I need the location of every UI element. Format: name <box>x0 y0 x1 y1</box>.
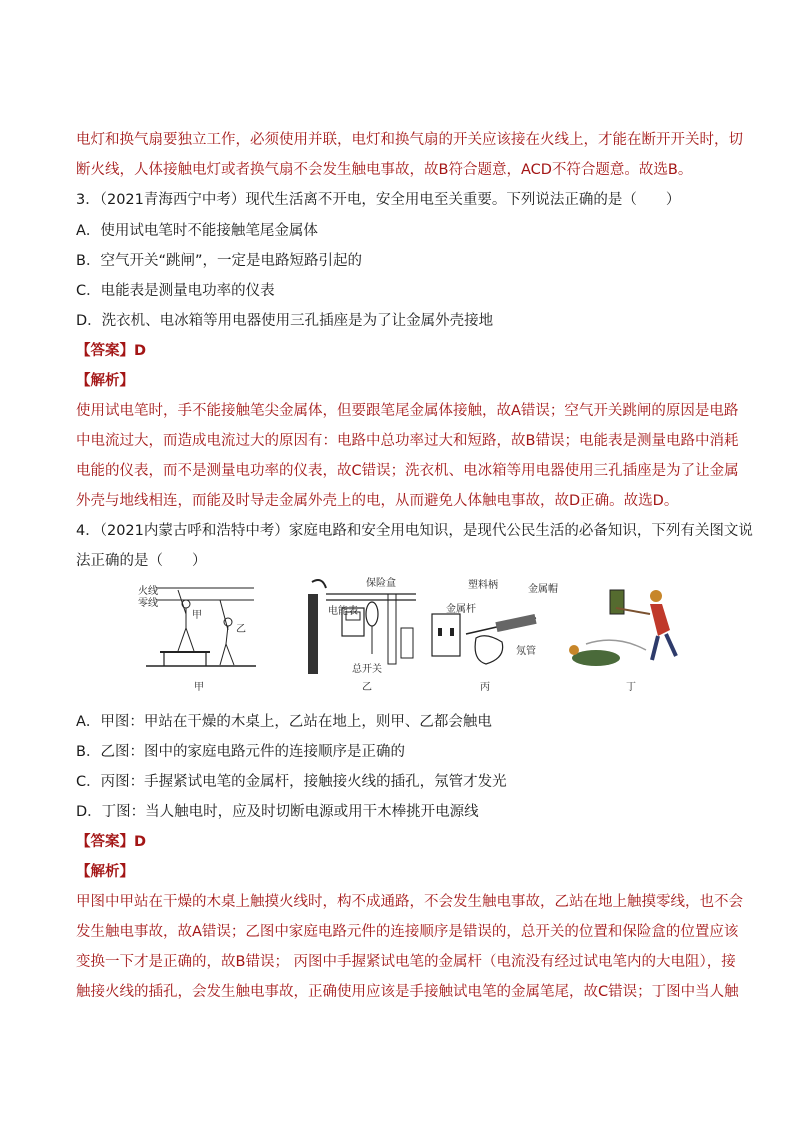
q3-analysis-line-3: 电能的仪表，而不是测量电功率的仪表，故C错误；洗衣机、电冰箱等用电器使用三孔插座是为了让金属 <box>76 463 739 479</box>
q4-figure-svg <box>116 574 696 692</box>
q3-option-b: B．空气开关“跳闸”，一定是电路短路引起的 <box>76 253 362 269</box>
q3-option-d: D．洗衣机、电冰箱等用电器使用三孔插座是为了让金属外壳接地 <box>76 313 494 329</box>
q3-stem: 3．（2021青海西宁中考）现代生活离不开电，安全用电至关重要。下列说法正确的是（ ） <box>76 192 681 208</box>
q4-figure <box>116 574 696 692</box>
label-neutral-wire: 零线 <box>138 598 158 609</box>
q4-analysis-line-1: 甲图中甲站在干燥的木桌上触摸火线时，构不成通路，不会发生触电事故，乙站在地上触摸零线，也不会 <box>76 894 743 910</box>
q3-analysis-line-2: 中电流过大，而造成电流过大的原因有：电路中总功率过大和短路，故B错误；电能表是测量电路中消耗 <box>76 433 739 449</box>
label-neon-tube: 氖管 <box>516 646 536 657</box>
q3-analysis-line-1: 使用试电笔时，手不能接触笔尖金属体，但要跟笔尾金属体接触，故A错误；空气开关跳闸的原因是电路 <box>76 403 739 419</box>
q3-option-a: A．使用试电笔时不能接触笔尾金属体 <box>76 223 318 239</box>
label-plastic-handle: 塑料柄 <box>468 580 498 591</box>
label-fuse-box: 保险盒 <box>366 578 396 589</box>
q4-answer: 【答案】D <box>76 834 147 850</box>
prev-explanation-line-1: 电灯和换气扇要独立工作，必须使用并联，电灯和换气扇的开关应该接在火线上，才能在断开开关时，切 <box>76 132 743 148</box>
q4-option-c: C．丙图：手握紧试电笔的金属杆，接触接火线的插孔，氖管才发光 <box>76 774 507 790</box>
figure-ding <box>569 590 676 666</box>
label-live-wire: 火线 <box>138 586 158 597</box>
caption-ding: 丁 <box>626 682 636 693</box>
label-energy-meter: 电能表 <box>328 606 358 617</box>
q3-analysis-tag: 【解析】 <box>76 373 134 389</box>
q4-analysis-tag: 【解析】 <box>76 864 134 880</box>
q4-analysis-line-3: 变换一下才是正确的，故B错误； 丙图中手握紧试电笔的金属杆（电流没有经过试电笔内的大电阻），接 <box>76 954 736 970</box>
label-person-yi: 乙 <box>236 624 246 635</box>
q4-analysis-line-2: 发生触电事故，故A错误；乙图中家庭电路元件的连接顺序是错误的，总开关的位置和保险盒的位置应该 <box>76 924 739 940</box>
q4-analysis-line-4: 触接火线的插孔，会发生触电事故，正确使用应该是手接触试电笔的金属笔尾，故C错误；丁图中当人触 <box>76 984 739 1000</box>
label-main-switch: 总开关 <box>352 664 382 675</box>
q3-analysis-line-4: 外壳与地线相连，而能及时导走金属外壳上的电，从而避免人体触电事故，故D正确。故选D。 <box>76 493 679 509</box>
q3-answer: 【答案】D <box>76 343 147 359</box>
q4-option-b: B．乙图：图中的家庭电路元件的连接顺序是正确的 <box>76 744 405 760</box>
q4-option-d: D．丁图：当人触电时，应及时切断电源或用干木棒挑开电源线 <box>76 804 479 820</box>
caption-bing: 丙 <box>480 682 490 693</box>
caption-jia: 甲 <box>194 682 204 693</box>
label-metal-rod: 金属杆 <box>446 604 476 615</box>
q4-stem-line-1: 4．（2021内蒙古呼和浩特中考）家庭电路和安全用电知识，是现代公民生活的必备知识，下列有关图文说 <box>76 523 753 539</box>
q3-option-c: C．电能表是测量电功率的仪表 <box>76 283 275 299</box>
label-person-jia: 甲 <box>192 610 202 621</box>
q4-option-a: A．甲图：甲站在干燥的木桌上，乙站在地上，则甲、乙都会触电 <box>76 714 492 730</box>
label-metal-cap: 金属帽 <box>528 584 558 595</box>
prev-explanation-line-2: 断火线，人体接触电灯或者换气扇不会发生触电事故，故B符合题意，ACD不符合题意。故选B。 <box>76 162 693 178</box>
caption-yi: 乙 <box>362 682 372 693</box>
q4-stem-line-2: 法正确的是（ ） <box>76 553 207 569</box>
